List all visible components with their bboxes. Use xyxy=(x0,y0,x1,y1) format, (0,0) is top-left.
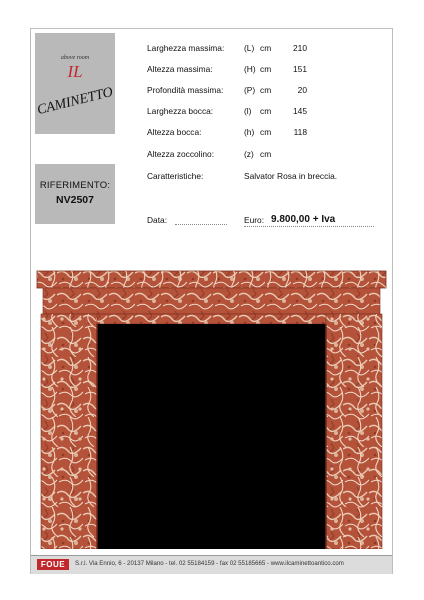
spec-label: Altezza massima: xyxy=(147,64,213,74)
logo-word-main: CAMINETTO xyxy=(35,84,115,119)
reference-code: NV2507 xyxy=(56,194,94,206)
logo-graphic xyxy=(35,33,115,134)
spec-unit: cm xyxy=(260,106,272,116)
brand-logo: FOUE xyxy=(37,559,69,570)
features-value: Salvator Rosa in breccia. xyxy=(244,171,338,181)
left-jamb-veins xyxy=(41,314,97,549)
spec-label: Profondità massima: xyxy=(147,85,224,95)
logo-word-il: IL xyxy=(67,62,83,81)
spec-symbol: (H) xyxy=(244,64,256,74)
price-underline xyxy=(244,226,374,227)
frieze xyxy=(43,288,380,314)
date-field-line xyxy=(175,224,227,225)
spec-unit: cm xyxy=(260,85,272,95)
firebox-opening xyxy=(97,324,326,549)
date-label: Data: xyxy=(147,215,168,225)
logo-tagline: above room xyxy=(60,55,90,61)
right-jamb-veins xyxy=(326,314,382,549)
company-address: S.r.l. Via Ennio, 6 - 20137 Milano - tel. 02 55184159 - fax 02 55185665 - www.ilcaminettoantico.com xyxy=(75,560,344,567)
fireplace-photo xyxy=(31,267,392,549)
spec-label: Larghezza bocca: xyxy=(147,106,214,116)
spec-symbol: (P) xyxy=(244,85,256,95)
spec-label: Larghezza massima: xyxy=(147,43,225,53)
spec-unit: cm xyxy=(260,149,272,159)
spec-value: 118 xyxy=(293,127,307,137)
spec-value: 151 xyxy=(293,64,307,74)
spec-symbol: (L) xyxy=(244,43,255,53)
price-amount: 9.800,00 + Iva xyxy=(271,214,336,225)
opening-molding-top xyxy=(81,314,342,324)
reference-box xyxy=(35,164,115,224)
footer-bar xyxy=(31,555,392,574)
product-sheet xyxy=(30,28,393,574)
spec-symbol: (h) xyxy=(244,127,255,137)
spec-symbol: (l) xyxy=(244,106,252,116)
spec-label: Altezza zoccolino: xyxy=(147,149,215,159)
spec-label: Altezza bocca: xyxy=(147,127,202,137)
spec-value: 210 xyxy=(293,43,307,53)
spec-symbol: (z) xyxy=(244,149,254,159)
spec-value: 145 xyxy=(293,106,307,116)
spec-unit: cm xyxy=(260,43,272,53)
mantel-shelf-veins xyxy=(37,271,386,288)
features-label: Caratteristiche: xyxy=(147,171,204,181)
logo xyxy=(35,33,115,134)
spec-unit: cm xyxy=(260,127,272,137)
spec-value: 20 xyxy=(297,85,307,95)
spec-unit: cm xyxy=(260,64,272,74)
reference-label: RIFERIMENTO: xyxy=(39,180,111,191)
currency-label: Euro: xyxy=(244,215,265,225)
